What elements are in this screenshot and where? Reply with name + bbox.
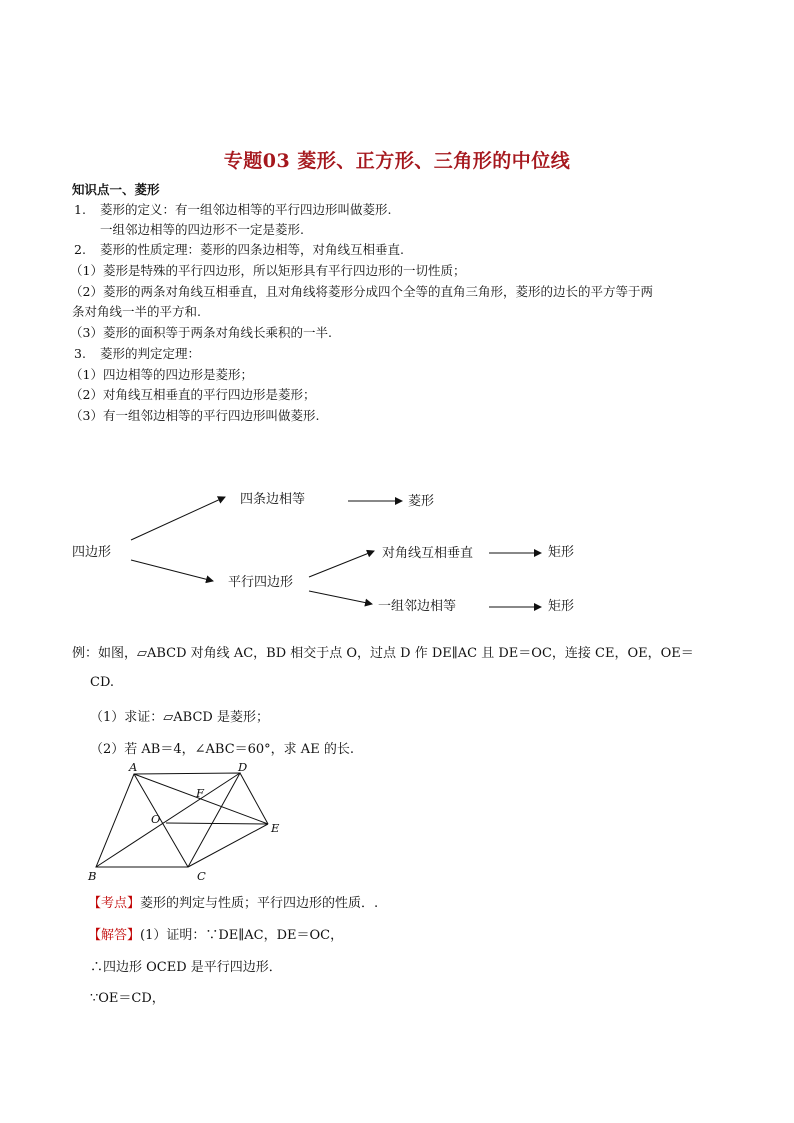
kaodian-tag: 【考点】 — [88, 896, 141, 911]
answer-jieda: 【解答】(1）证明：∵DE∥AC，DE＝OC， — [88, 928, 344, 943]
page-title: 专题03 菱形、正方形、三角形的中位线 — [223, 150, 571, 172]
list-item: （3）菱形的面积等于两条对角线长乘积的一半. — [70, 325, 332, 340]
flow-node-branch1-end: 矩形 — [548, 545, 575, 560]
arrow-branch2 — [309, 591, 372, 604]
example-text-line1: 例：如图，▱ABCD 对角线 AC，BD 相交于点 O，过点 D 作 DE∥AC 且 DE＝OC，连接 CE，OE，OE＝ — [72, 646, 694, 661]
segment-de — [240, 773, 268, 824]
label-d: D — [238, 760, 248, 774]
label-o: O — [151, 812, 161, 826]
list-item: 2. 菱形的性质定理：菱形的四条边相等，对角线互相垂直. — [74, 242, 404, 257]
label-e: E — [271, 821, 280, 835]
answer-step-2: ∴四边形 OCED 是平行四边形． — [90, 960, 282, 975]
list-item: （1）四边相等的四边形是菱形； — [70, 367, 253, 382]
arrow-to-top — [131, 497, 225, 540]
label-b: B — [88, 869, 97, 883]
section-heading: 知识点一、菱形 — [72, 182, 160, 197]
diagonal-ac — [134, 774, 188, 867]
flow-node-start: 四边形 — [72, 545, 112, 560]
flow-node-top-mid: 四条边相等 — [240, 492, 306, 507]
list-item: （2）对角线互相垂直的平行四边形是菱形； — [70, 387, 316, 402]
example-question-1: （1）求证：▱ABCD 是菱形； — [90, 710, 269, 725]
flow-node-top-end: 菱形 — [408, 494, 435, 509]
flow-node-branch2: 一组邻边相等 — [378, 599, 457, 614]
answer-step-3: ∵OE＝CD， — [90, 991, 165, 1006]
geometry-figure — [80, 760, 300, 885]
answer-kaodian: 【考点】菱形的判定与性质；平行四边形的性质．. — [88, 896, 379, 911]
list-item: 1. 菱形的定义：有一组邻边相等的平行四边形叫做菱形. — [74, 202, 392, 217]
jieda-tag: 【解答】 — [88, 928, 141, 943]
flow-node-branch1: 对角线互相垂直 — [382, 546, 474, 561]
list-item: （3）有一组邻边相等的平行四边形叫做菱形. — [70, 408, 320, 423]
list-item: （1）菱形是特殊的平行四边形，所以矩形具有平行四边形的一切性质； — [70, 263, 466, 278]
label-c: C — [197, 869, 206, 883]
label-f: F — [196, 786, 204, 800]
example-question-2: （2）若 AB＝4，∠ABC＝60°，求 AE 的长. — [90, 742, 354, 757]
flow-node-bottom-mid: 平行四边形 — [228, 575, 294, 590]
arrow-to-bottom — [131, 560, 213, 581]
arrow-branch1 — [309, 551, 374, 577]
list-item: 3. 菱形的判定定理： — [74, 346, 201, 361]
example-text-line2: CD. — [90, 675, 115, 690]
label-a: A — [129, 760, 138, 774]
list-item: （2）菱形的两条对角线互相垂直，且对角线将菱形分成四个全等的直角三角形，菱形的边长的平方等于两 — [70, 284, 653, 299]
segment-oe — [166, 823, 268, 824]
list-item: 条对角线一半的平方和. — [72, 304, 201, 319]
flow-node-branch2-end: 矩形 — [548, 599, 575, 614]
list-item: 一组邻边相等的四边形不一定是菱形. — [100, 222, 304, 237]
